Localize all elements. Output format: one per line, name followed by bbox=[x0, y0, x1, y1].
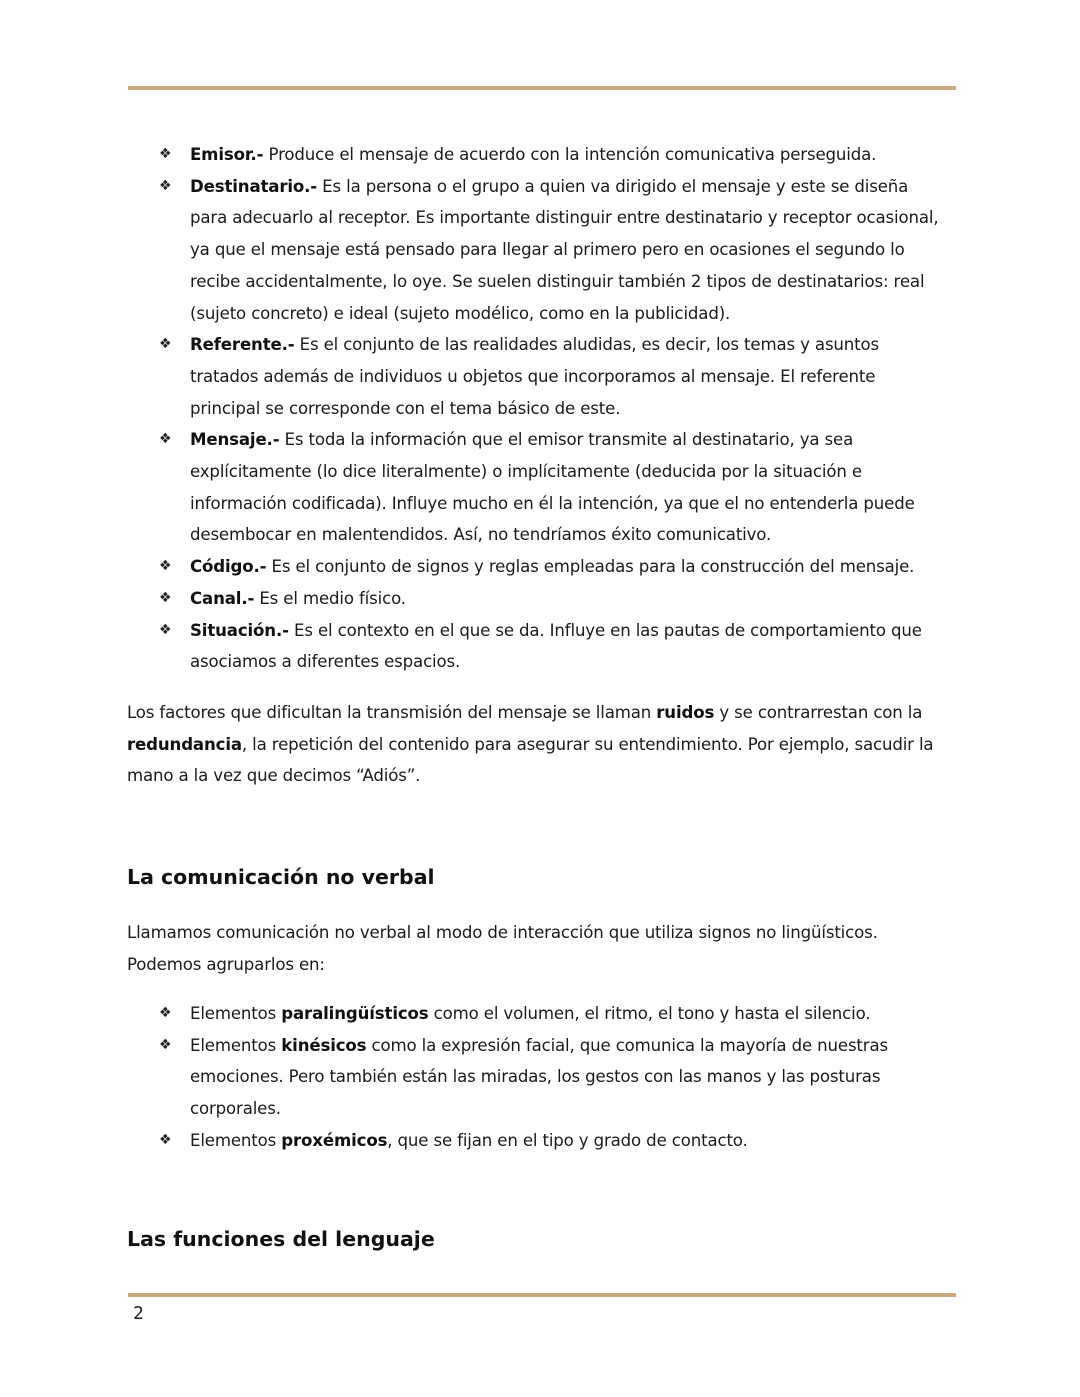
definition: Es toda la información que el emisor transmite al destinatario, ya sea explícitamente (lo dice literalmente) o implícitamente (deducida por la situación e información codificada). Influye mucho en él la intención, ya que el no entenderla puede desembocar en malentendidos. Así, no tendríamos éxito comunicativo. bbox=[190, 430, 915, 545]
text: , la repetición del contenido para asegurar su entendimiento. Por ejemplo, sacudir la mano a la vez que decimos “Adiós”. bbox=[127, 734, 934, 786]
term: kinésicos bbox=[281, 1035, 367, 1055]
list-item bbox=[127, 329, 949, 424]
footer-rule bbox=[128, 1293, 956, 1297]
term: Emisor.- bbox=[190, 145, 264, 164]
list-item bbox=[127, 424, 949, 551]
text: y se contrarrestan con la bbox=[714, 703, 923, 722]
definition: Es el medio físico. bbox=[254, 588, 406, 608]
term: Mensaje.- bbox=[190, 430, 280, 450]
definition: Es el contexto en el que se da. Influye en las pautas de comportamiento que asociamos a diferentes espacios. bbox=[190, 620, 922, 672]
term: Referente.- bbox=[190, 335, 295, 355]
term-redundancia: redundancia bbox=[127, 734, 242, 754]
text: como la expresión facial, que comunica la mayoría de nuestras emociones. Pero también están las miradas, los gestos con las manos y las posturas corporales. bbox=[190, 1035, 888, 1119]
term: Destinatario.- bbox=[190, 176, 318, 196]
definition: Es la persona o el grupo a quien va dirigido el mensaje y este se diseña para adecuarlo al receptor. Es importante distinguir entre destinatario y receptor ocasional, ya que el mensaje está pensado para llegar al primero pero en ocasiones el segundo lo recibe accidentalmente, lo oye. Se suelen distinguir también 2 tipos de destinatarios: real (sujeto concreto) e ideal (sujeto modélico, como en la publicidad). bbox=[190, 176, 939, 323]
nonverbal-list bbox=[127, 998, 949, 1157]
list-item bbox=[127, 139, 949, 171]
diamond-bullet-icon: ❖ bbox=[159, 1005, 172, 1021]
diamond-bullet-icon: ❖ bbox=[159, 589, 172, 606]
list-item bbox=[127, 583, 949, 615]
section-heading-nonverbal: La comunicación no verbal bbox=[127, 865, 435, 889]
definition: Es el conjunto de signos y reglas empleadas para la construcción del mensaje. bbox=[266, 557, 915, 577]
text: como el volumen, el ritmo, el tono y hasta el silencio. bbox=[428, 1004, 871, 1023]
definition: Es el conjunto de las realidades aludidas, es decir, los temas y asuntos tratados además de individuos u objetos que incorporamos al mensaje. El referente principal se corresponde con el tema básico de este. bbox=[190, 335, 880, 418]
intro-text: Llamamos comunicación no verbal al modo de interacción que utiliza signos no lingüísticos. Podemos agruparlos en: bbox=[127, 923, 878, 974]
communication-elements-list bbox=[127, 139, 949, 678]
nonverbal-intro bbox=[127, 917, 949, 980]
text: Elementos bbox=[190, 1004, 282, 1023]
text: Elementos bbox=[190, 1035, 282, 1055]
list-item bbox=[127, 998, 949, 1030]
definition: Produce el mensaje de acuerdo con la intención comunicativa perseguida. bbox=[263, 145, 877, 164]
list-item bbox=[127, 551, 949, 583]
text: Elementos bbox=[190, 1130, 282, 1150]
diamond-bullet-icon: ❖ bbox=[159, 1036, 172, 1053]
diamond-bullet-icon: ❖ bbox=[159, 621, 172, 638]
list-item bbox=[127, 171, 949, 330]
term: Código.- bbox=[190, 557, 267, 577]
diamond-bullet-icon: ❖ bbox=[159, 146, 172, 162]
diamond-bullet-icon: ❖ bbox=[159, 558, 172, 575]
diamond-bullet-icon: ❖ bbox=[159, 336, 172, 353]
diamond-bullet-icon: ❖ bbox=[159, 1131, 172, 1148]
term: Situación.- bbox=[190, 620, 289, 640]
section-heading-functions: Las funciones del lenguaje bbox=[127, 1227, 435, 1251]
term: proxémicos bbox=[281, 1130, 388, 1150]
term: paralingüísticos bbox=[281, 1004, 429, 1023]
diamond-bullet-icon: ❖ bbox=[159, 177, 172, 194]
header-rule bbox=[128, 86, 956, 90]
list-item bbox=[127, 1030, 949, 1125]
text: Los factores que dificultan la transmisión del mensaje se llaman bbox=[127, 703, 657, 722]
term: Canal.- bbox=[190, 588, 255, 608]
text: , que se fijan en el tipo y grado de contacto. bbox=[387, 1130, 748, 1150]
page-number: 2 bbox=[133, 1303, 144, 1324]
list-item bbox=[127, 615, 949, 678]
list-item bbox=[127, 1125, 949, 1157]
diamond-bullet-icon: ❖ bbox=[159, 431, 172, 448]
noise-paragraph bbox=[127, 697, 949, 792]
term-ruidos: ruidos bbox=[656, 703, 715, 722]
